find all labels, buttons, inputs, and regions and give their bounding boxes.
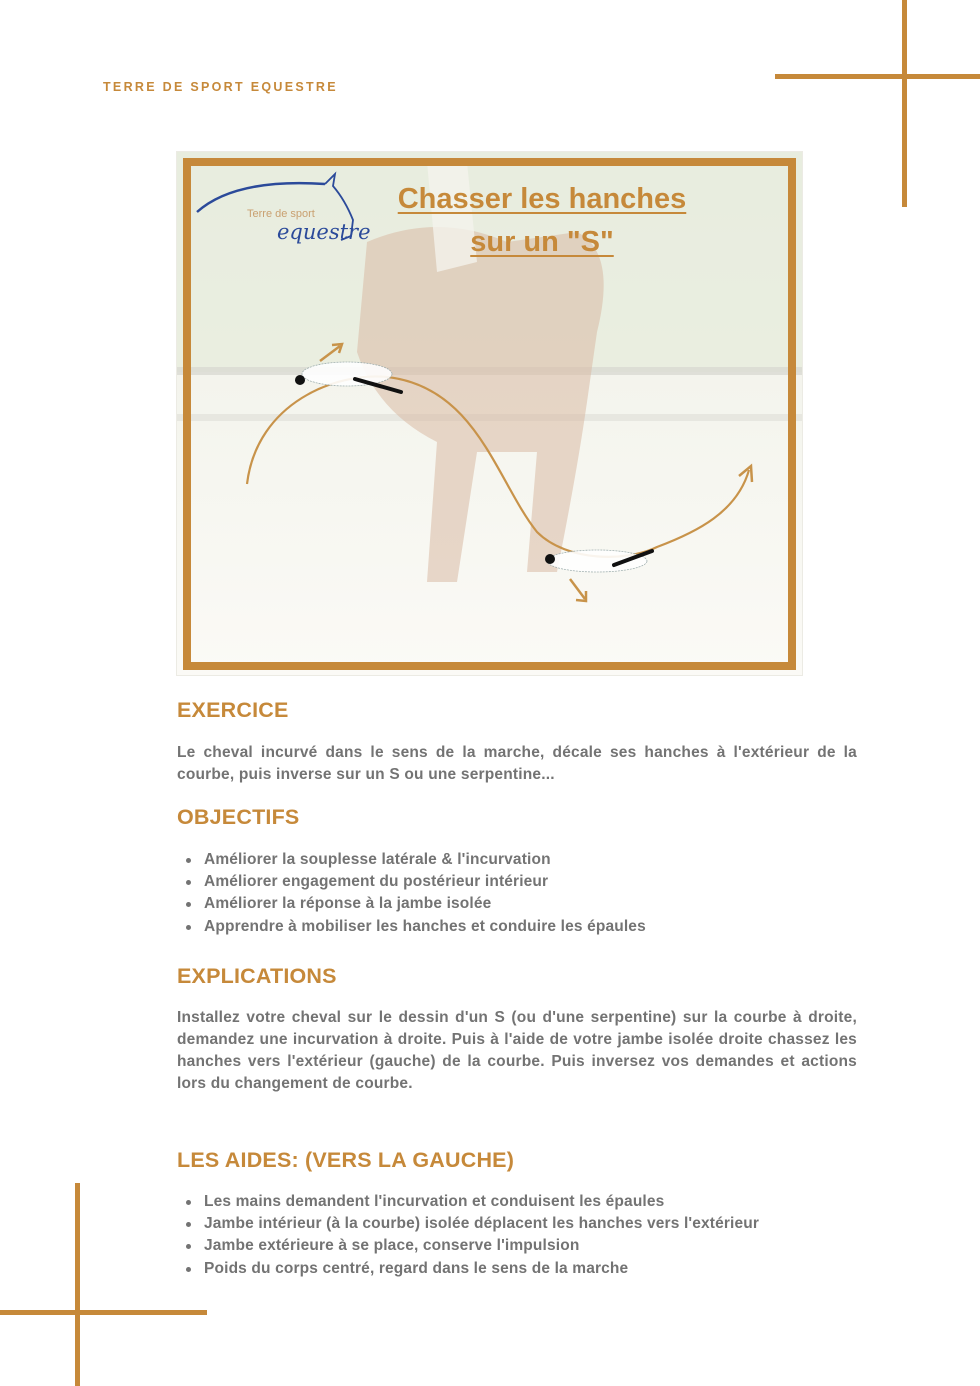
corner-cross-bottom-vertical [75,1183,80,1386]
bullet-icon [186,1222,191,1227]
exercise-illustration [176,151,803,676]
corner-cross-top-vertical [902,0,907,207]
list-item-text: Améliorer la souplesse latérale & l'incurvation [204,851,551,868]
section-title-aides: LES AIDES: (VERS LA GAUCHE) [177,1148,515,1172]
terre-de-sport-logo [195,170,371,245]
list-item [177,1213,759,1235]
bullet-icon [186,858,191,863]
explications-text: Installez votre cheval sur le dessin d'un S (ou d'une serpentine) sur la courbe à droite, demandez une incurvation à droite. Puis à l'aide de votre jambe isolée droite chassez les hanches vers l'extérieur (gauche) de la courbe. Puis inversez vos demandes et actions lors du changement de courbe. [177,1009,857,1092]
objectifs-list [177,849,646,938]
section-title-objectifs: OBJECTIFS [177,805,300,829]
list-item-text: Jambe intérieur (à la courbe) isolée déplacent les hanches vers l'extérieur [204,1215,760,1233]
corner-cross-top-horizontal [775,74,980,79]
aides-list [177,1191,759,1280]
logo-text-big: equestre [277,220,371,244]
list-item [177,916,646,938]
list-item-text: Jambe extérieure à se place, conserve l'impulsion [204,1237,580,1255]
list-item-text: Améliorer la réponse à la jambe isolée [204,895,492,913]
list-item-text: Les mains demandent l'incurvation et conduisent les épaules [204,1193,665,1210]
bullet-icon [186,925,191,930]
illustration-title [377,178,707,264]
bullet-icon [186,1200,191,1205]
bullet-icon [186,880,191,885]
list-item [177,849,646,871]
bullet-icon [186,902,191,907]
list-item [177,871,646,893]
list-item-text: Améliorer engagement du postérieur intérieur [204,873,549,891]
illustration-title-line1: Chasser les hanches [397,183,687,215]
list-item [177,893,646,915]
brand-header: TERRE DE SPORT EQUESTRE [103,80,338,94]
exercice-text: Le cheval incurvé dans le sens de la marche, décale ses hanches à l'extérieur de la courbe, puis inverse sur un S ou une serpentine... [177,744,857,783]
list-item [177,1191,759,1213]
list-item [177,1258,759,1280]
bullet-icon [186,1267,191,1272]
bullet-icon [186,1244,191,1249]
list-item-text: Poids du corps centré, regard dans le sens de la marche [204,1259,629,1277]
corner-cross-bottom-horizontal [0,1310,207,1315]
logo-text-small: Terre de sport [247,208,315,220]
illustration-title-line2: sur un "S" [470,226,614,258]
section-title-exercice: EXERCICE [177,698,289,722]
list-item [177,1235,759,1257]
list-item-text: Apprendre à mobiliser les hanches et conduire les épaules [204,917,646,935]
section-title-explications: EXPLICATIONS [177,964,337,988]
